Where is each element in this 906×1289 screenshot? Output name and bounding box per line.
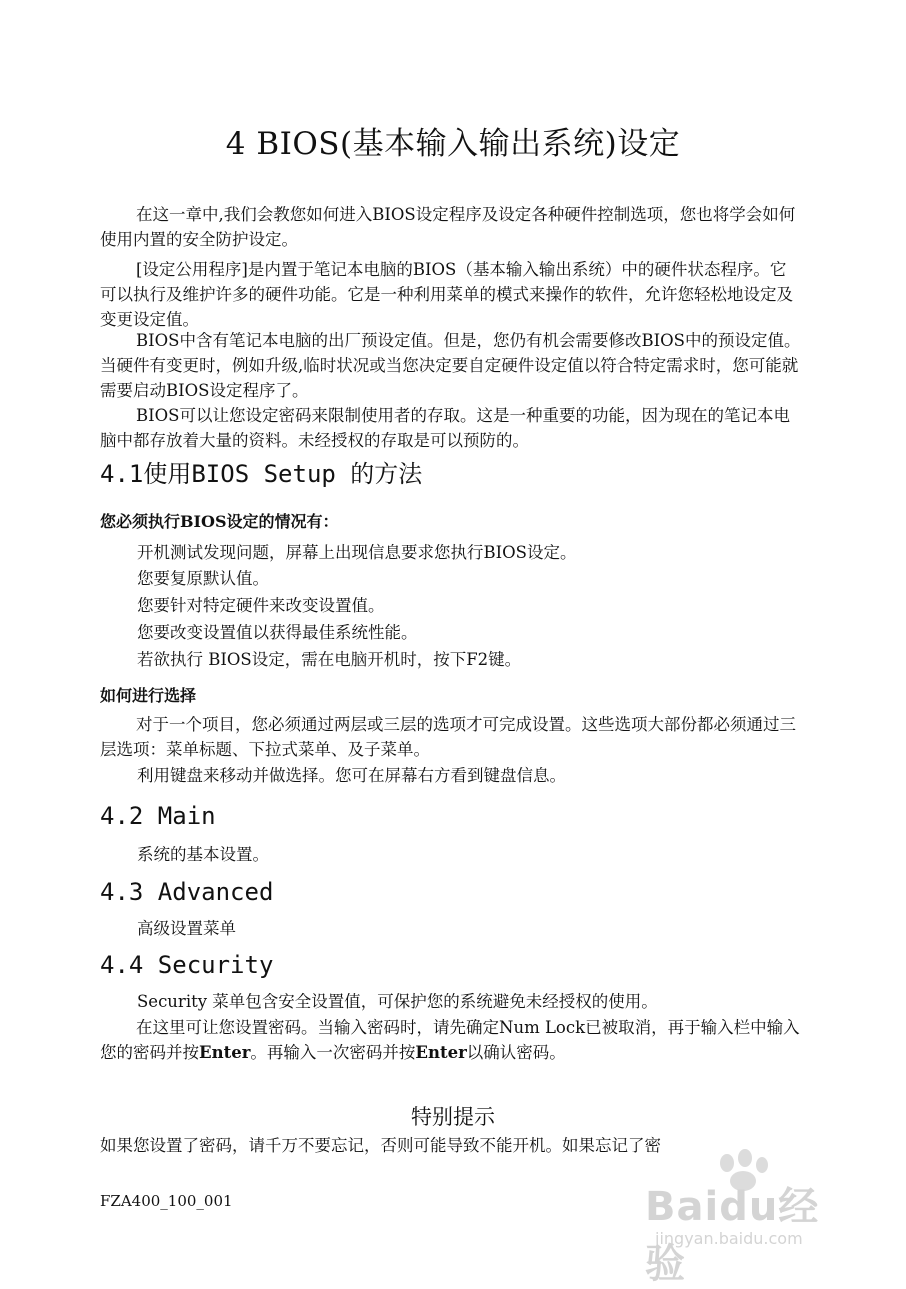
selection-paragraph: 对于一个项目，您必须通过两层或三层的选项才可完成设置。这些选项大部份都必须通过三层选项：菜单标题、下拉式菜单、及子菜单。: [100, 715, 796, 759]
document-footer-code: FZA400_100_001: [100, 1192, 233, 1210]
enter-key-text: Enter: [415, 1043, 467, 1062]
section-4-3-heading: 4.3 Advanced: [100, 878, 274, 906]
list-item: 开机测试发现问题，屏幕上出现信息要求您执行BIOS设定。: [137, 543, 577, 562]
security-paragraph-1: Security 菜单包含安全设置值，可保护您的系统避免未经授权的使用。: [137, 992, 658, 1011]
page-title: 4 BIOS(基本输入输出系统)设定: [225, 126, 681, 162]
list-item: 若欲执行 BIOS设定，需在电脑开机时，按下F2键。: [137, 650, 522, 669]
section-4-1-subheading: 您必须执行BIOS设定的情况有：: [100, 512, 339, 531]
section-4-4-heading: 4.4 Security: [100, 951, 274, 979]
intro-paragraph-1: 在这一章中,我们会教您如何进入BIOS设定程序及设定各种硬件控制选项，您也将学会如何使用内置的安全防护设定。: [100, 205, 796, 249]
watermark-brand: Baidu经验: [645, 1184, 820, 1287]
watermark-url: jingyan.baidu.com: [655, 1229, 803, 1248]
special-note-text: 如果您设置了密码，请千万不要忘记，否则可能导致不能开机。如果忘记了密: [100, 1136, 661, 1155]
intro-paragraph-2: [设定公用程序]是内置于笔记本电脑的BIOS（基本输入输出系统）中的硬件状态程序。它可以执行及维护许多的硬件功能。它是一种利用菜单的模式来操作的软件，允许您轻松地设定及变更设定值。: [100, 260, 793, 329]
section-4-1-heading: 4.1使用BIOS Setup 的方法: [100, 460, 423, 488]
list-item: 您要针对特定硬件来改变设置值。: [137, 596, 385, 615]
section-4-2-heading: 4.2 Main: [100, 802, 216, 830]
special-note-heading: 特别提示: [411, 1105, 495, 1129]
intro-paragraph-4: BIOS可以让您设定密码来限制使用者的存取。这是一种重要的功能，因为现在的笔记本电脑中都存放着大量的资料。未经授权的存取是可以预防的。: [100, 406, 790, 450]
enter-key-text: Enter: [199, 1043, 251, 1062]
list-item: 您要改变设置值以获得最佳系统性能。: [137, 623, 418, 642]
security-paragraph-2: 在这里可让您设置密码。当输入密码时，请先确定Num Lock已被取消，再于输入栏中输入您的密码并按Enter。再输入一次密码并按Enter以确认密码。: [100, 1018, 800, 1062]
section-4-2-text: 系统的基本设置。: [137, 845, 269, 864]
keyboard-paragraph: 利用键盘来移动并做选择。您可在屏幕右方看到键盘信息。: [137, 766, 566, 785]
intro-paragraph-3: BIOS中含有笔记本电脑的出厂预设定值。但是，您仍有机会需要修改BIOS中的预设定值。当硬件有变更时，例如升级,临时状况或当您决定要自定硬件设定值以符合特定需求时，您可能就需要启动BIOS设定程序了。: [100, 331, 801, 400]
baidu-watermark: [645, 1145, 845, 1287]
section-4-3-text: 高级设置菜单: [137, 919, 236, 938]
selection-subheading: 如何进行选择: [100, 686, 197, 705]
list-item: 您要复原默认值。: [137, 569, 269, 588]
